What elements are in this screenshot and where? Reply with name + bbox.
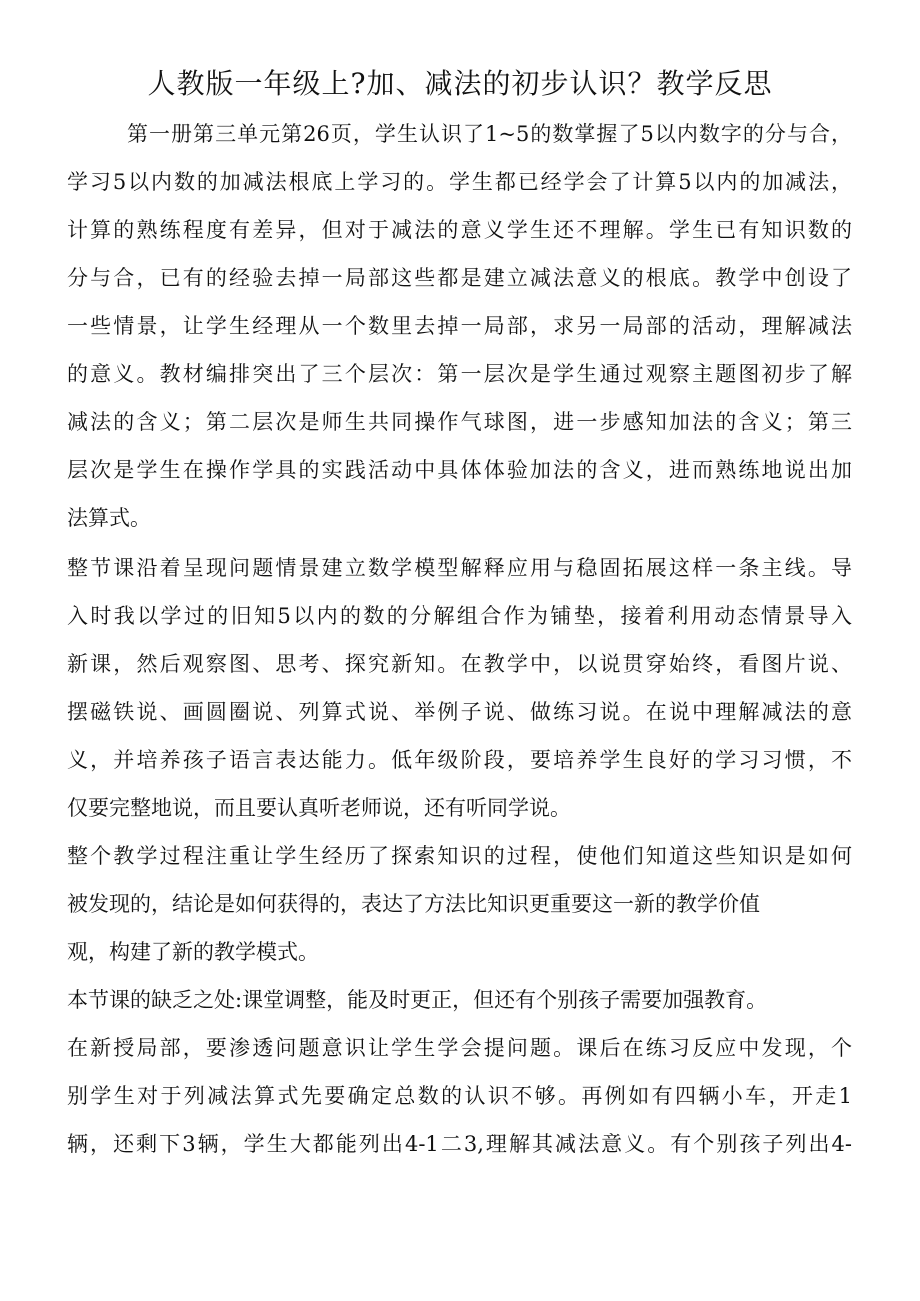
text-line: 义，并培养孩子语言表达能力。低年级阶段，要培养学生良好的学习习惯，不 xyxy=(67,748,852,772)
text-line: 被发现的，结论是如何获得的，表达了方法比知识更重要这一新的教学价值 xyxy=(67,892,760,916)
text-line: 一些情景，让学生经理从一个数里去掉一局部，求另一局部的活动，理解减法 xyxy=(67,314,852,338)
text-line: 新课，然后观察图、思考、探究新知。在教学中，以说贯穿始终，看图片说、 xyxy=(67,652,852,676)
text-line: 计算的熟练程度有差异，但对于减法的意义学生还不理解。学生已有知识数的 xyxy=(67,218,852,242)
text-line: 本节课的缺乏之处:课堂调整，能及时更正，但还有个别孩子需要加强教育。 xyxy=(67,988,768,1012)
text-line: 第一册第三单元第26页，学生认识了1~5的数掌握了5以内数字的分与合， xyxy=(127,122,852,146)
text-line: 观，构建了新的教学模式。 xyxy=(67,940,319,964)
text-line: 整节课沿着呈现问题情景建立数学模型解释应用与稳固拓展这样一条主线。导 xyxy=(67,556,852,580)
text-line: 分与合，已有的经验去掉一局部这些都是建立减法意义的根底。教学中创设了 xyxy=(67,266,852,290)
text-line: 仅要完整地说，而且要认真听老师说，还有听同学说。 xyxy=(67,796,571,820)
text-line: 入时我以学过的旧知5以内的数的分解组合作为铺垫，接着利用动态情景导入 xyxy=(67,604,852,628)
text-line: 法算式。 xyxy=(67,506,151,530)
text-line: 整个教学过程注重让学生经历了探索知识的过程，使他们知道这些知识是如何 xyxy=(67,844,852,868)
document-title: 人教版一年级上?加、减法的初步认识？教学反思 xyxy=(147,67,773,100)
text-line: 在新授局部，要渗透问题意识让学生学会提问题。课后在练习反应中发现，个 xyxy=(67,1036,852,1060)
text-line: 的意义。教材编排突出了三个层次：第一层次是学生通过观察主题图初步了解 xyxy=(67,362,852,386)
paragraph-4 xyxy=(67,976,852,1168)
document-body xyxy=(67,110,852,1168)
text-line: 层次是学生在操作学具的实践活动中具体体验加法的含义，进而熟练地说出加 xyxy=(67,458,852,482)
paragraph-2 xyxy=(67,544,852,832)
text-line: 别学生对于列减法算式先要确定总数的认识不够。再例如有四辆小车，开走1 xyxy=(67,1084,852,1108)
text-line: 辆，还剩下3辆，学生大都能列出4-1二3,理解其减法意义。有个别孩子列出4- xyxy=(67,1132,852,1156)
paragraph-3 xyxy=(67,832,852,976)
text-line: 学习5以内数的加减法根底上学习的。学生都已经学会了计算5以内的加减法， xyxy=(67,170,852,194)
text-line: 摆磁铁说、画圆圈说、列算式说、举例子说、做练习说。在说中理解减法的意 xyxy=(67,700,852,724)
paragraph-1 xyxy=(67,110,852,542)
text-line: 减法的含义；第二层次是师生共同操作气球图，进一步感知加法的含义；第三 xyxy=(67,410,852,434)
